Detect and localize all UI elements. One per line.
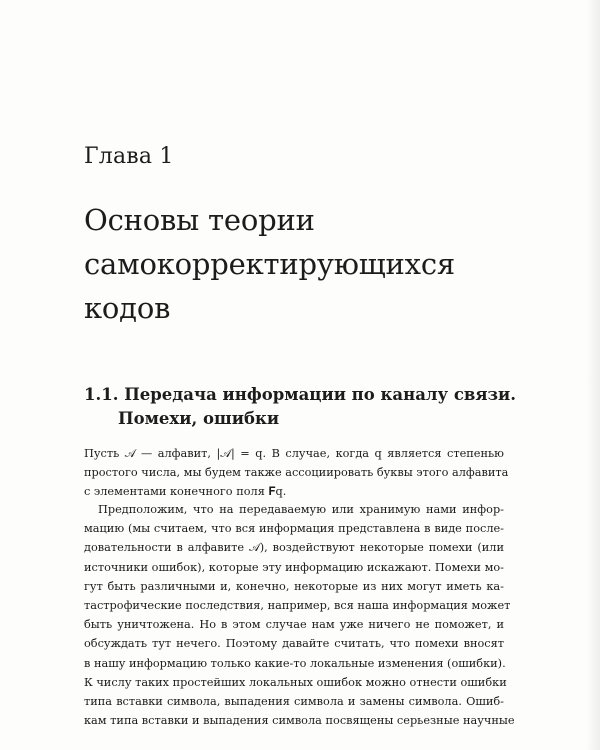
chapter-title-line: Основы теории — [84, 203, 315, 237]
text-line: Пусть 𝒜 — алфавит, |𝒜| = q. В случае, когда q является степенью — [84, 447, 504, 460]
text-line: простого числа, мы будем также ассоциировать буквы этого алфавита — [84, 466, 509, 480]
paragraph-2 — [84, 500, 515, 730]
section-heading-line: 1.1. Передача информации по каналу связи. — [84, 385, 517, 404]
chapter-title-line: кодов — [84, 291, 171, 325]
page-edge-shadow — [586, 0, 600, 750]
paragraph-1 — [84, 444, 509, 502]
text-line: в нашу информацию только какие-то локальные изменения (ошибки). — [84, 656, 506, 670]
text-line: кам типа вставки и выпадения символа посвящены серьезные научные — [84, 714, 515, 728]
text-line: довательности в алфавите 𝒜), воздействуют некоторые помехи (или — [84, 541, 504, 555]
text-line: типа вставки символа, выпадения символа и замены символа. Ошиб- — [84, 695, 504, 709]
text-line: гут быть различными и, конечно, некоторые из них могут иметь ка- — [84, 579, 504, 593]
chapter-title-line: самокорректирующихся — [84, 247, 455, 281]
chapter-title — [84, 198, 524, 330]
text-line: быть уничтожена. Но в этом случае нам уже ничего не поможет, и — [84, 618, 504, 632]
text-line: тастрофические последствия, например, вся наша информация может — [84, 599, 511, 613]
text-line: мацию (мы считаем, что вся информация представлена в виде после- — [84, 522, 504, 536]
chapter-label: Глава 1 — [84, 144, 174, 169]
text-line: источники ошибок), которые эту информацию искажают. Помехи мо- — [84, 560, 504, 574]
text-line: Предположим, что на передаваемую или хранимую нами инфор- — [98, 503, 504, 516]
text-line: с элементами конечного поля 𝐅q. — [84, 485, 287, 499]
text-line: обсуждать тут нечего. Поэтому давайте считать, что помехи вносят — [84, 637, 504, 651]
section-heading-line: Помехи, ошибки — [118, 409, 280, 428]
text-line: К числу таких простейших локальных ошибок можно отнести ошибки — [84, 675, 507, 689]
section-heading — [84, 383, 524, 431]
